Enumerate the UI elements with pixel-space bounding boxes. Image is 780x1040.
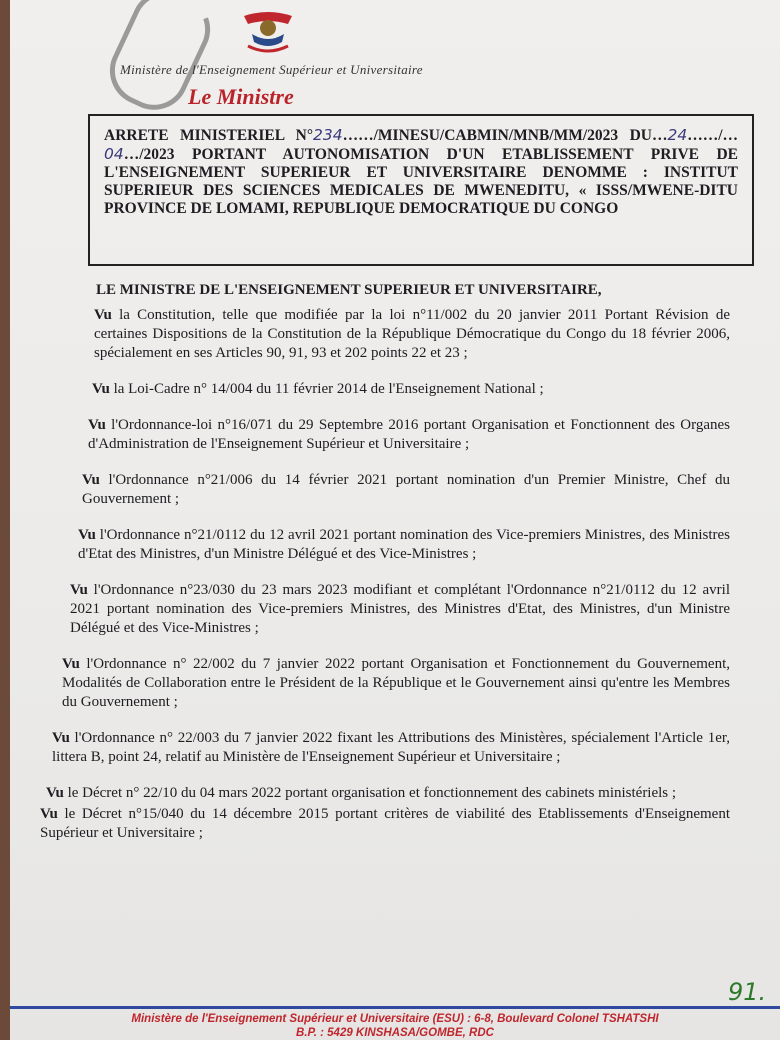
considerations-list [40,306,730,860]
decree-line1-prefix: ARRETE MINISTERIEL N° [104,127,314,144]
consideration-paragraph: Vu la Loi-Cadre n° 14/004 du 11 février 2014 de l'Enseignement National ; [92,381,544,397]
consideration-paragraph: Vu la Constitution, telle que modifiée par la loi n°11/002 du 20 janvier 2011 Portant Révision de certaines Dispositions de la Constitution de la République Démocratique du Congo du 18 février 2006, spécialement en ses Articles 90, 91, 93 et 202 points 22 et 23 ; [94,307,730,361]
decree-title-box [88,114,754,266]
consideration-paragraph: Vu l'Ordonnance n° 22/002 du 7 janvier 2022 portant Organisation et Fonctionnement du Gouvernement, Modalités de Collaboration entre le Président de la République et le Gouvernement ainsi qu'entre les Membres du Gouvernement ; [62,656,730,710]
decree-line1-suffix: ……/MINESU/CABMIN/MNB/MM/2023 [342,127,619,144]
decree-month: 04 [104,145,124,163]
consideration-paragraph: Vu le Décret n°15/040 du 14 décembre 2015 portant critères de viabilité des Etablissements d'Enseignement Supérieur et Universitaire ; [40,806,730,841]
consideration-paragraph: Vu le Décret n° 22/10 du 04 mars 2022 portant organisation et fonctionnement des cabinets ministériels ; [46,785,677,801]
consideration-paragraph: Vu l'Ordonnance n° 22/003 du 7 janvier 2022 fixant les Attributions des Ministères, spécialement l'Article 1er, littera B, point 24, relatif au Ministère de l'Enseignement Supérieur et Universitaire ; [52,730,730,765]
footer-line-2: B.P. : 5429 KINSHASA/GOMBE, RDC [296,1027,494,1039]
decree-title: PORTANT AUTONOMISATION D'UN ETABLISSEMENT PRIVE DE L'ENSEIGNEMENT SUPERIEUR ET UNIVERSITAIRE DENOMME : INSTITUT SUPERIEUR DES SCIENCES MEDICALES DE MWENEDITU, « ISSS/MWENE-DITU PROVINCE DE LOMAMI, REPUBLIQUE DEMOCRATIQUE DU CONGO [104,146,739,217]
consideration-paragraph: Vu l'Ordonnance n°21/0112 du 12 avril 2021 portant nomination des Vice-premiers Ministres, des Ministres d'Etat des Ministres, d'un Ministre Délégué et des Vice-Ministres ; [78,527,730,562]
coat-of-arms-emblem-icon [238,10,298,56]
decree-day: 24 [667,126,688,144]
minister-heading: LE MINISTRE DE L'ENSEIGNEMENT SUPERIEUR ET UNIVERSITAIRE, [96,282,602,298]
decree-header: ARRETE MINISTERIEL N°234……/MINESU/CABMIN/MNB/MM/2023 DU…24……/…04…/2023 PORTANT AUTONOMISATION D'UN ETABLISSEMENT PRIVE DE L'ENSEIGNEMENT SUPERIEUR ET UNIVERSITAIRE DENOMME : INSTITUT SUPERIEUR DES SCIENCES MEDICALES DE MWENEDITU, « ISSS/MWENE-DITU PROVINCE DE LOMAMI, REPUBLIQUE DEMOCRATIQUE DU CONGO [104,126,739,217]
document-page [10,0,780,1040]
decree-du: DU [629,127,652,144]
consideration-paragraph: Vu l'Ordonnance n°21/006 du 14 février 2021 portant nomination d'un Premier Ministre, Chef du Gouvernement ; [82,472,730,507]
page-number: 91. [728,978,767,1006]
minister-title: Le Ministre [188,84,294,109]
footer-address [10,1012,780,1040]
footer-line-1: Ministère de l'Enseignement Supérieur et Universitaire (ESU) : 6-8, Boulevard Colonel TSHATSHI [131,1013,659,1025]
consideration-paragraph: Vu l'Ordonnance-loi n°16/071 du 29 Septembre 2016 portant Organisation et Fonctionnent des Organes d'Administration de l'Enseignement Supérieur et Universitaire ; [88,417,730,452]
decree-number: 234 [313,126,343,144]
ministry-name: Ministère de l'Enseignement Supérieur et Universitaire [120,62,423,77]
decree-year: …/2023 [123,146,175,163]
consideration-paragraph: Vu l'Ordonnance n°23/030 du 23 mars 2023 modifiant et complétant l'Ordonnance n°21/0112 du 12 avril 2021 portant nomination des Vice-premiers Ministres, des Ministres d'Etat, des Ministres, d'un Ministre Délégué et des Vice-Ministres ; [70,582,730,636]
footer-divider [10,1006,780,1009]
